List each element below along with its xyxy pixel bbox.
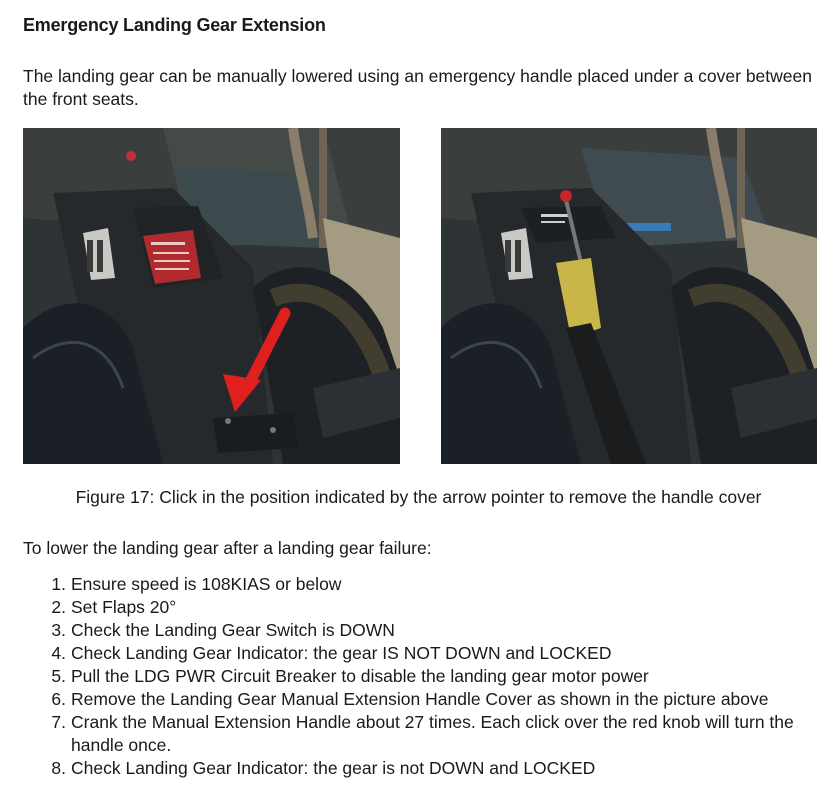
figure-image-handle-exposed: [441, 128, 817, 464]
steps-intro: To lower the landing gear after a landing gear failure:: [23, 538, 432, 558]
list-item: 1. Ensure speed is 108KIAS or below: [51, 574, 342, 594]
figure-caption: Figure 17: Click in the position indicated by the arrow pointer to remove the handle cover: [75, 487, 762, 507]
list-item: 2. Set Flaps 20°: [51, 597, 177, 617]
list-item: 4. Check Landing Gear Indicator: the gear IS NOT DOWN and LOCKED: [51, 643, 612, 663]
list-item: 5. Pull the LDG PWR Circuit Breaker to disable the landing gear motor power: [51, 666, 649, 686]
procedure-list: [51, 573, 826, 780]
list-item: 6. Remove the Landing Gear Manual Extension Handle Cover as shown in the picture above: [51, 689, 769, 709]
list-item: 8. Check Landing Gear Indicator: the gear is not DOWN and LOCKED: [51, 758, 596, 778]
list-item: 7. Crank the Manual Extension Handle about 27 times. Each click over the red knob will turn the handle once.: [51, 712, 794, 755]
list-item: 3. Check the Landing Gear Switch is DOWN: [51, 620, 395, 640]
section-heading: Emergency Landing Gear Extension: [23, 15, 326, 35]
intro-paragraph: The landing gear can be manually lowered using an emergency handle placed under a cover between the front seats.: [23, 66, 812, 109]
figure-image-cover-closed: [23, 128, 400, 464]
